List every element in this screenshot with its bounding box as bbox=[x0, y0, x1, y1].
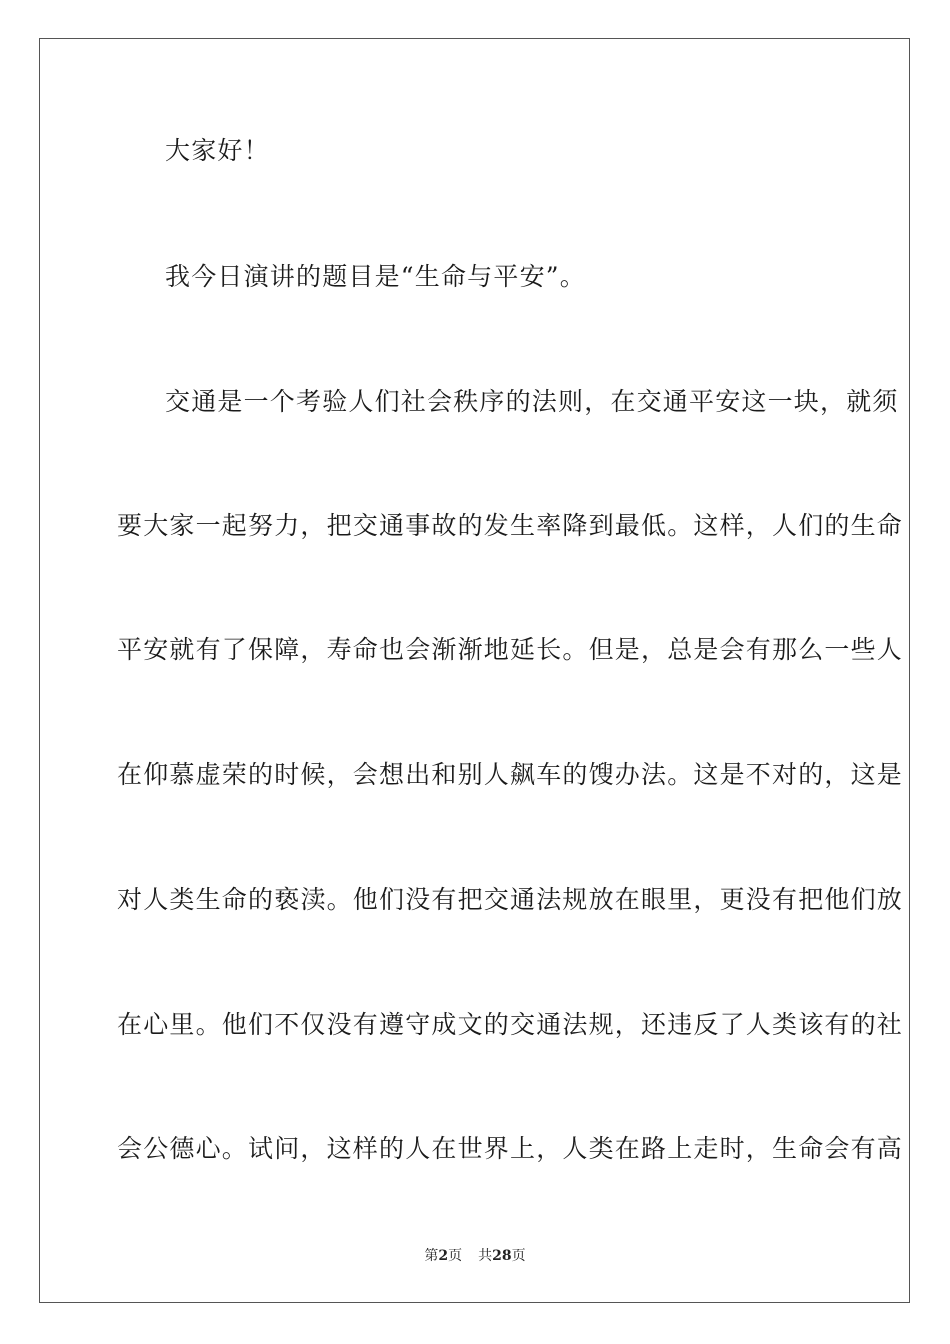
total-pages: 28 bbox=[492, 1248, 512, 1264]
greeting-line: 大家好！ bbox=[165, 136, 270, 165]
paragraph-line-4: 在仰慕虚荣的时候，会想出和别人飙车的馊办法。这是不对的，这是 bbox=[117, 760, 904, 789]
page-number: 2 bbox=[438, 1248, 449, 1264]
page-footer bbox=[0, 1247, 950, 1265]
total-suffix: 页 bbox=[511, 1248, 526, 1264]
paragraph-line-3: 平安就有了保障，寿命也会渐渐地延长。但是，总是会有那么一些人 bbox=[117, 635, 904, 664]
page-frame bbox=[39, 38, 910, 1303]
paragraph-line-2: 要大家一起努力，把交通事故的发生率降到最低。这样，人们的生命 bbox=[117, 511, 904, 540]
paragraph-line-1: 交通是一个考验人们社会秩序的法则，在交通平安这一块，就须 bbox=[165, 387, 899, 416]
page-prefix: 第 bbox=[424, 1248, 439, 1264]
paragraph-line-7: 会公德心。试问，这样的人在世界上，人类在路上走时，生命会有高 bbox=[117, 1134, 904, 1163]
paragraph-line-5: 对人类生命的亵渎。他们没有把交通法规放在眼里，更没有把他们放 bbox=[117, 885, 904, 914]
topic-line: 我今日演讲的题目是“生命与平安”。 bbox=[165, 262, 586, 291]
total-prefix: 共 bbox=[478, 1248, 493, 1264]
page-suffix: 页 bbox=[448, 1248, 463, 1264]
paragraph-line-6: 在心里。他们不仅没有遵守成文的交通法规，还违反了人类该有的社 bbox=[117, 1010, 904, 1039]
